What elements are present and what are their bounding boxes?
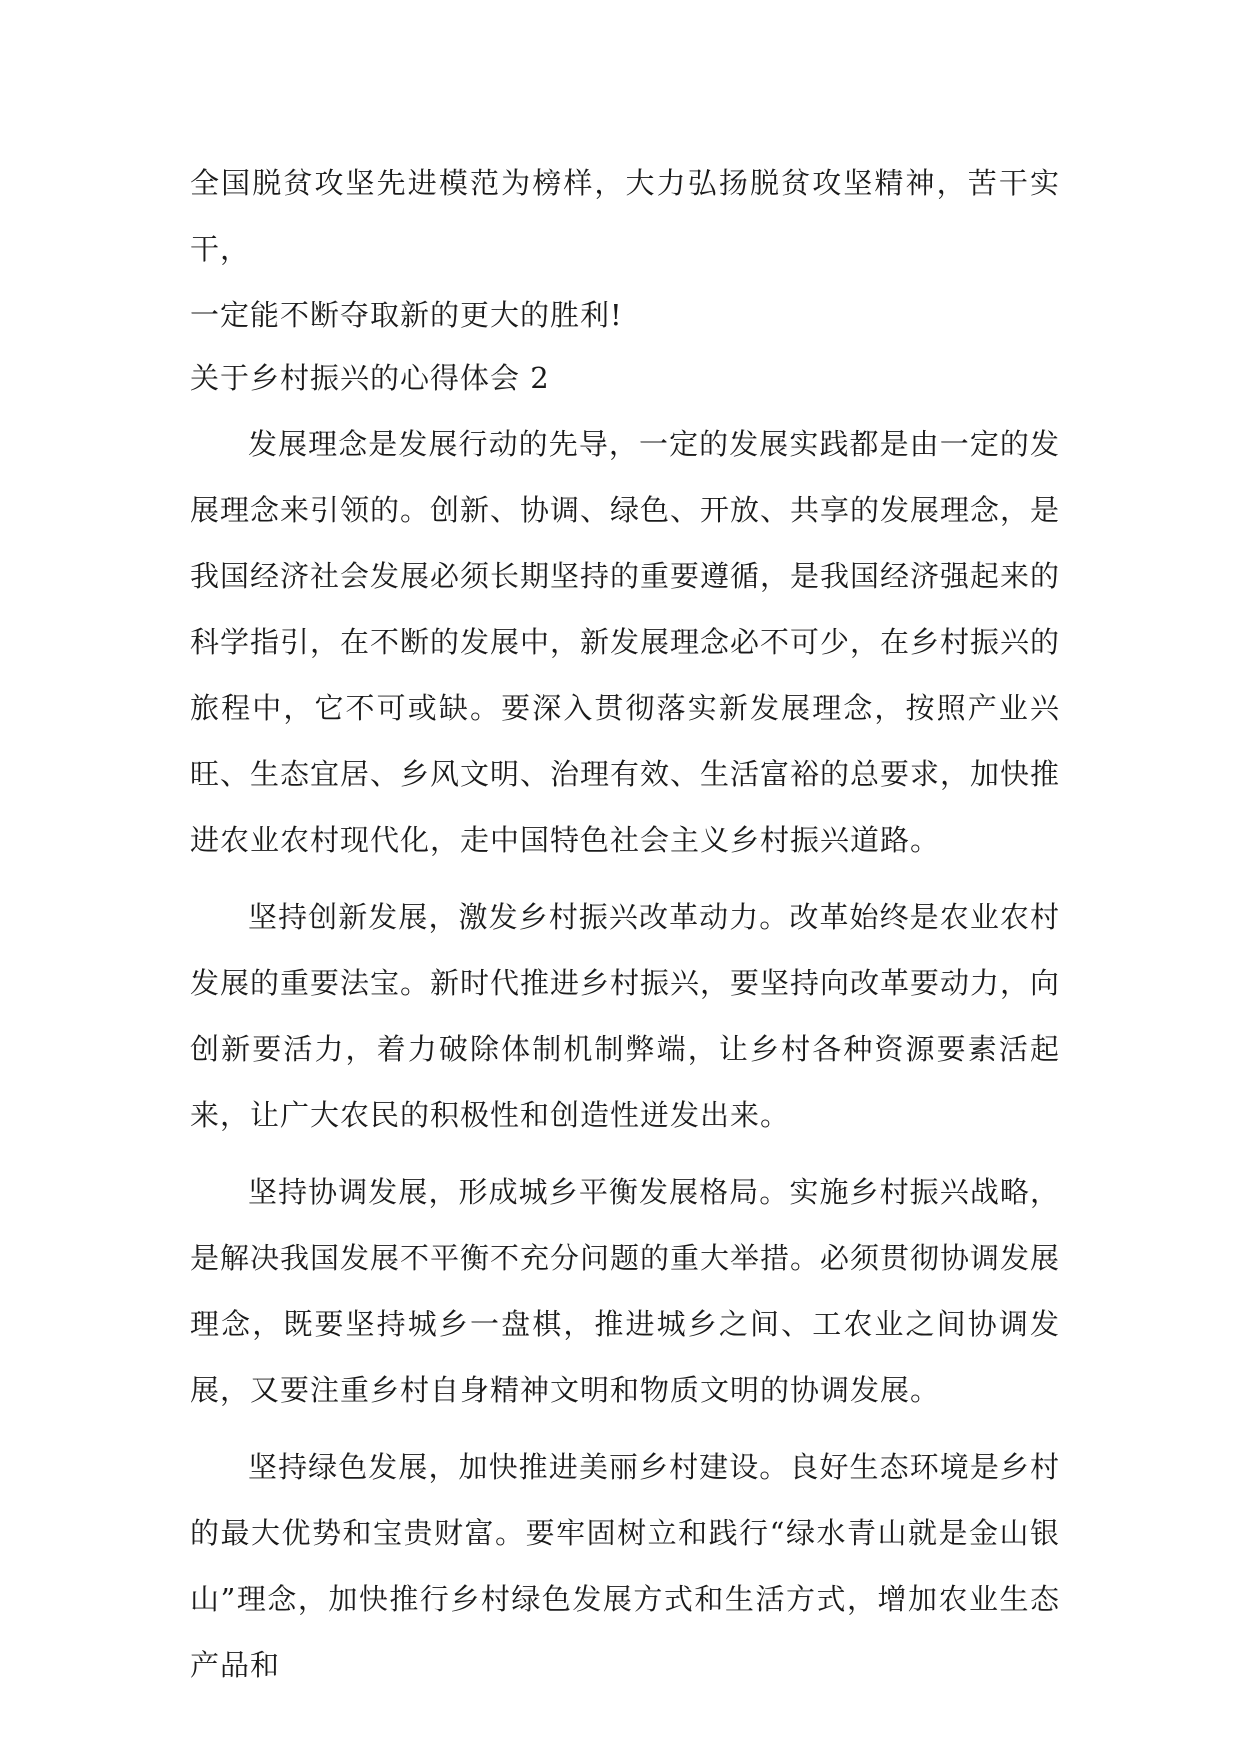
paragraph: 坚持协调发展，形成城乡平衡发展格局。实施乡村振兴战略，是解决我国发展不平衡不充分问题的重大举措。必须贯彻协调发展理念，既要坚持城乡一盘棋，推进城乡之间、工农业之间协调发展，又要注重乡村自身精神文明和物质文明的协调发展。	[190, 1175, 1061, 1407]
continuation-text	[190, 150, 1060, 348]
body-text	[190, 411, 1060, 1698]
paragraph: 坚持绿色发展，加快推进美丽乡村建设。良好生态环境是乡村的最大优势和宝贵财富。要牢固树立和践行“绿水青山就是金山银山”理念，加快推行乡村绿色发展方式和生活方式，增加农业生态产品和	[190, 1450, 1060, 1682]
paragraph: 发展理念是发展行动的先导，一定的发展实践都是由一定的发展理念来引领的。创新、协调、绿色、开放、共享的发展理念，是我国经济社会发展必须长期坚持的重要遵循，是我国经济强起来的科学指引，在不断的发展中，新发展理念必不可少，在乡村振兴的旅程中，它不可或缺。要深入贯彻落实新发展理念，按照产业兴旺、生态宜居、乡风文明、治理有效、生活富裕的总要求，加快推进农业农村现代化，走中国特色社会主义乡村振兴道路。	[190, 427, 1061, 857]
section-title: 关于乡村振兴的心得体会 2	[190, 361, 550, 395]
paragraph: 坚持创新发展，激发乡村振兴改革动力。改革始终是农业农村发展的重要法宝。新时代推进乡村振兴，要坚持向改革要动力，向创新要活力，着力破除体制机制弊端，让乡村各种资源要素活起来，让广大农民的积极性和创造性迸发出来。	[190, 900, 1061, 1132]
continuation-line: 一定能不断夺取新的更大的胜利!	[190, 298, 623, 332]
continuation-line: 全国脱贫攻坚先进模范为榜样，大力弘扬脱贫攻坚精神，苦干实干，	[190, 166, 1060, 266]
